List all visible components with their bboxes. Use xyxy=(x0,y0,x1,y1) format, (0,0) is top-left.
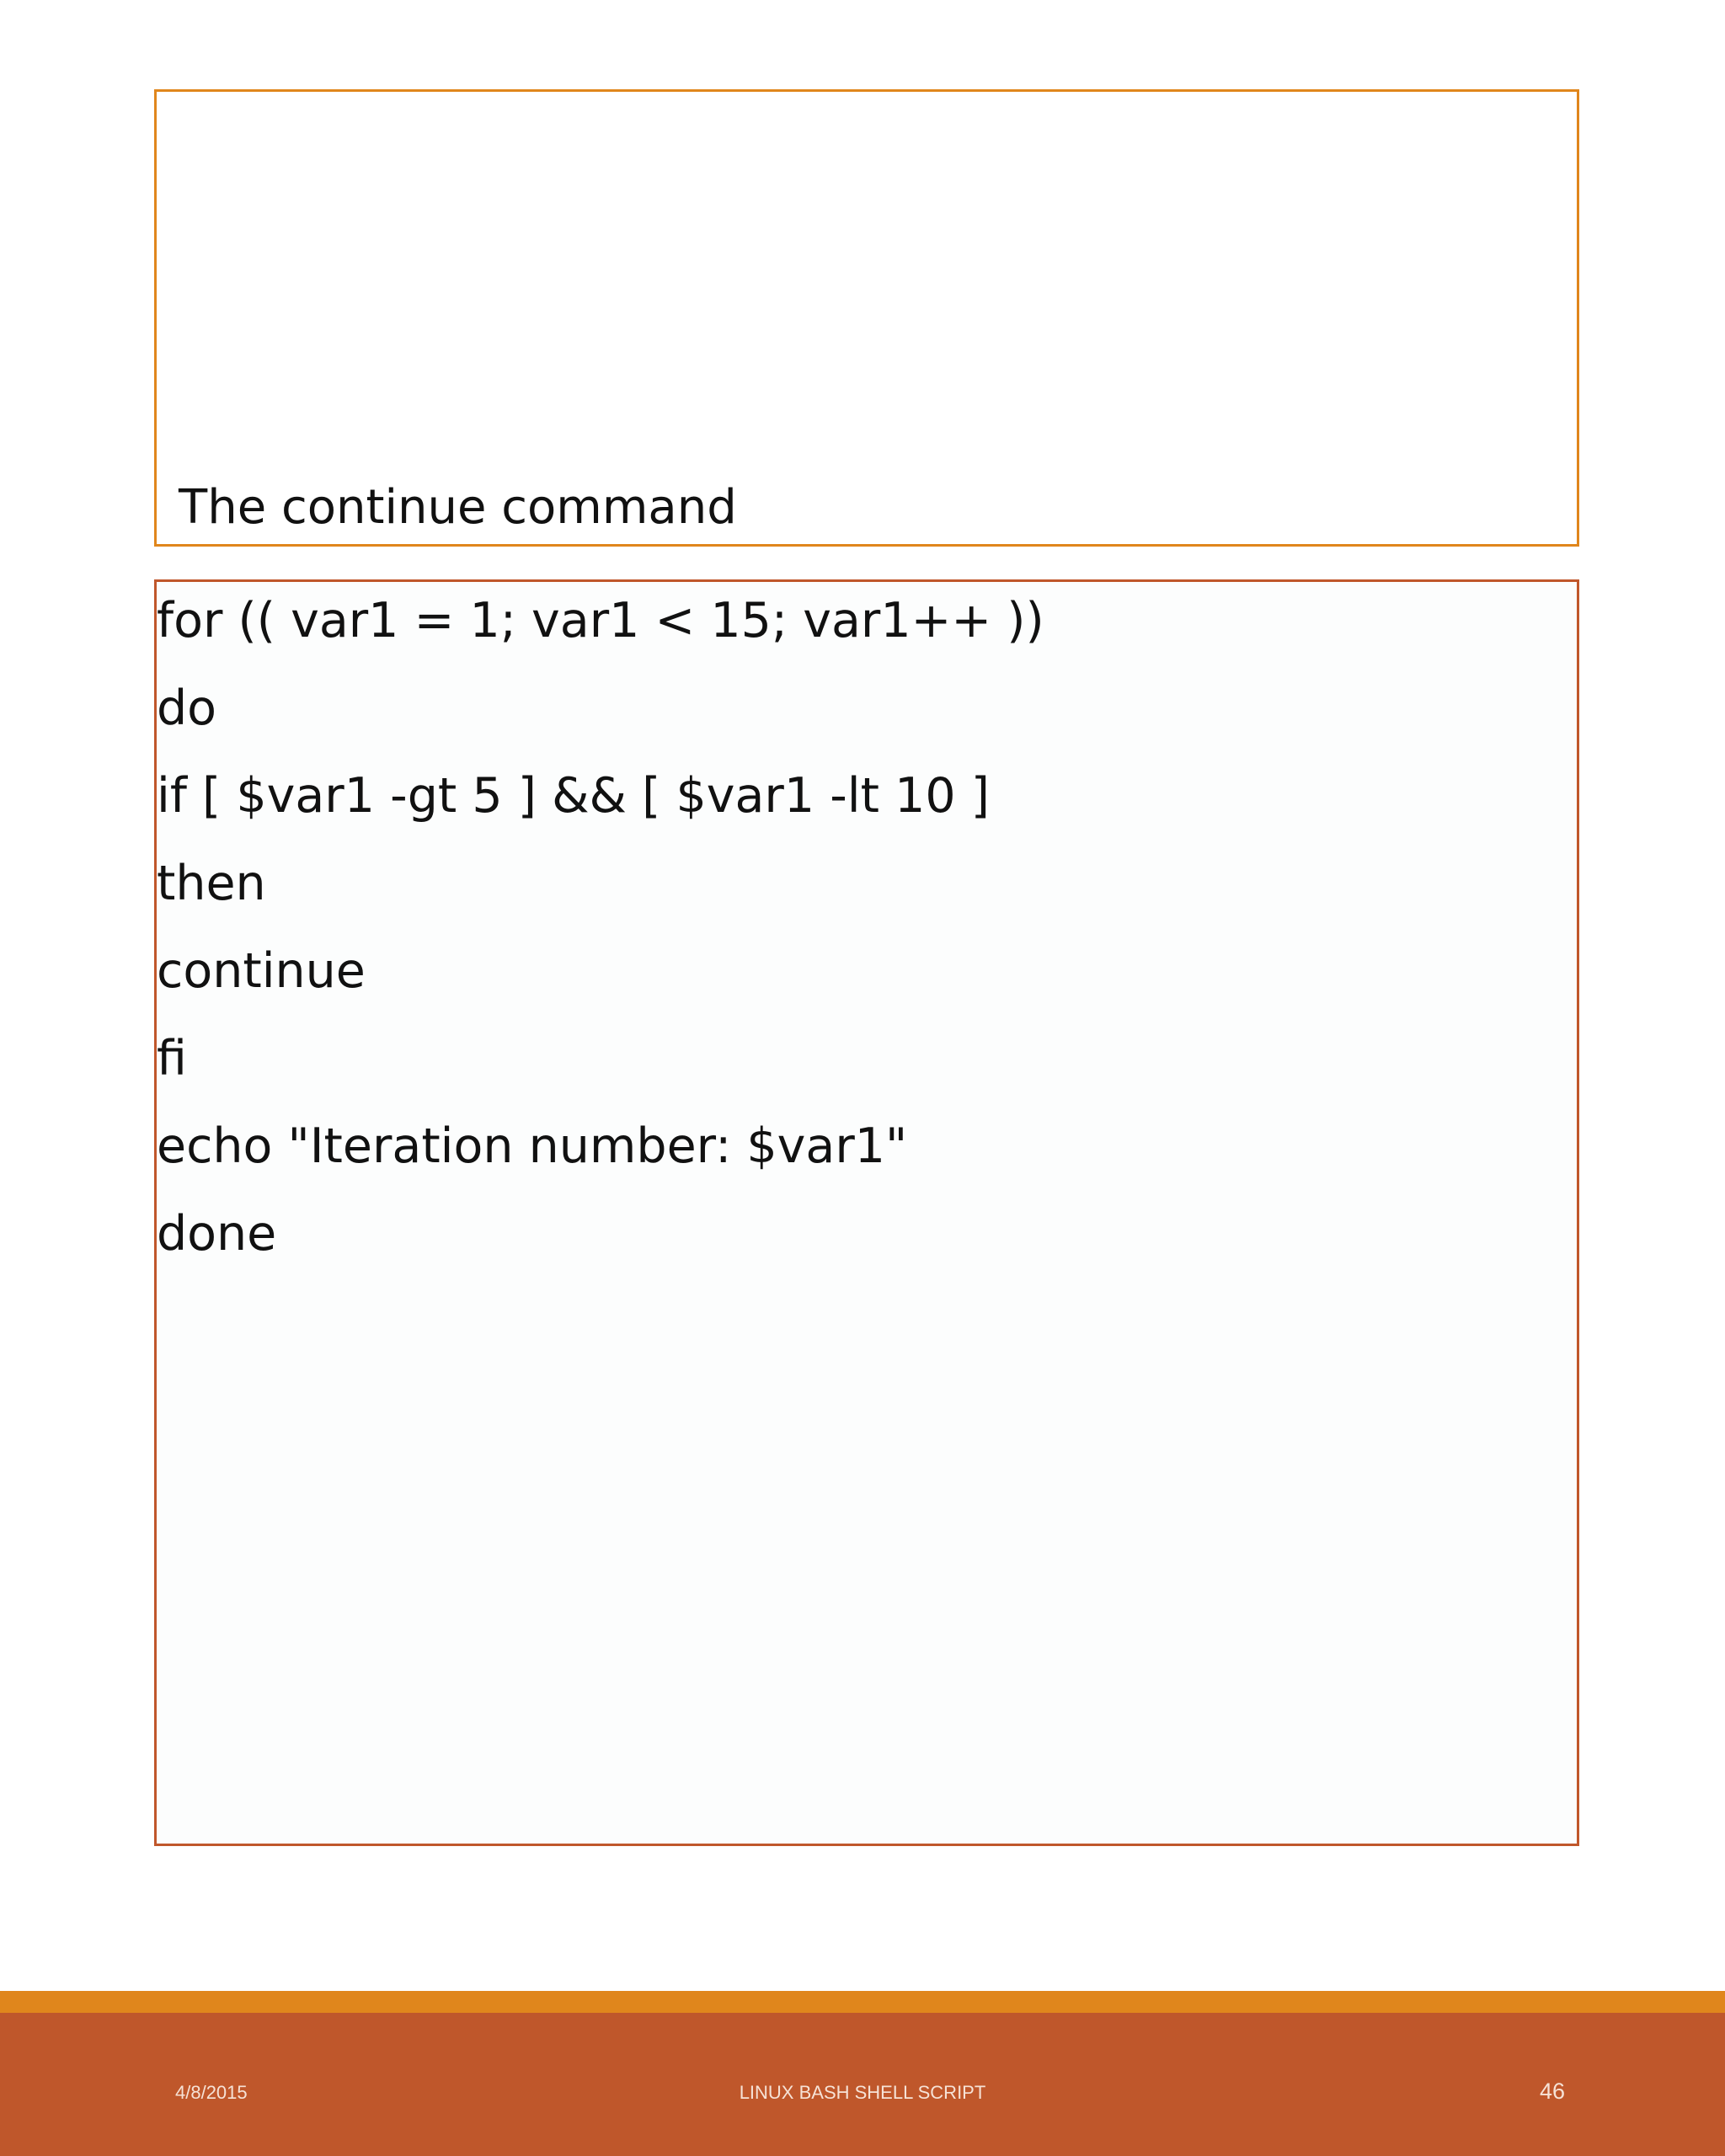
code-line: for (( var1 = 1; var1 < 15; var1++ )) xyxy=(157,593,1044,648)
code-line: do xyxy=(157,680,217,736)
footer-title: LINUX BASH SHELL SCRIPT xyxy=(739,2082,986,2103)
title-placeholder xyxy=(154,89,1579,547)
code-line: fi xyxy=(157,1031,187,1086)
page-number: 46 xyxy=(1539,2079,1565,2104)
slide-title: The continue command xyxy=(179,479,737,535)
code-line: if [ $var1 -gt 5 ] && [ $var1 -lt 10 ] xyxy=(157,768,990,824)
code-line: then xyxy=(157,856,266,911)
footer-date: 4/8/2015 xyxy=(175,2082,248,2103)
code-line: done xyxy=(157,1206,277,1262)
footer-accent-stripe xyxy=(0,1991,1725,2013)
code-block xyxy=(157,582,1577,1283)
content-placeholder xyxy=(154,579,1579,1846)
code-line: continue xyxy=(157,943,366,999)
footer xyxy=(0,2013,1725,2156)
code-line: echo "Iteration number: $var1" xyxy=(157,1118,908,1174)
